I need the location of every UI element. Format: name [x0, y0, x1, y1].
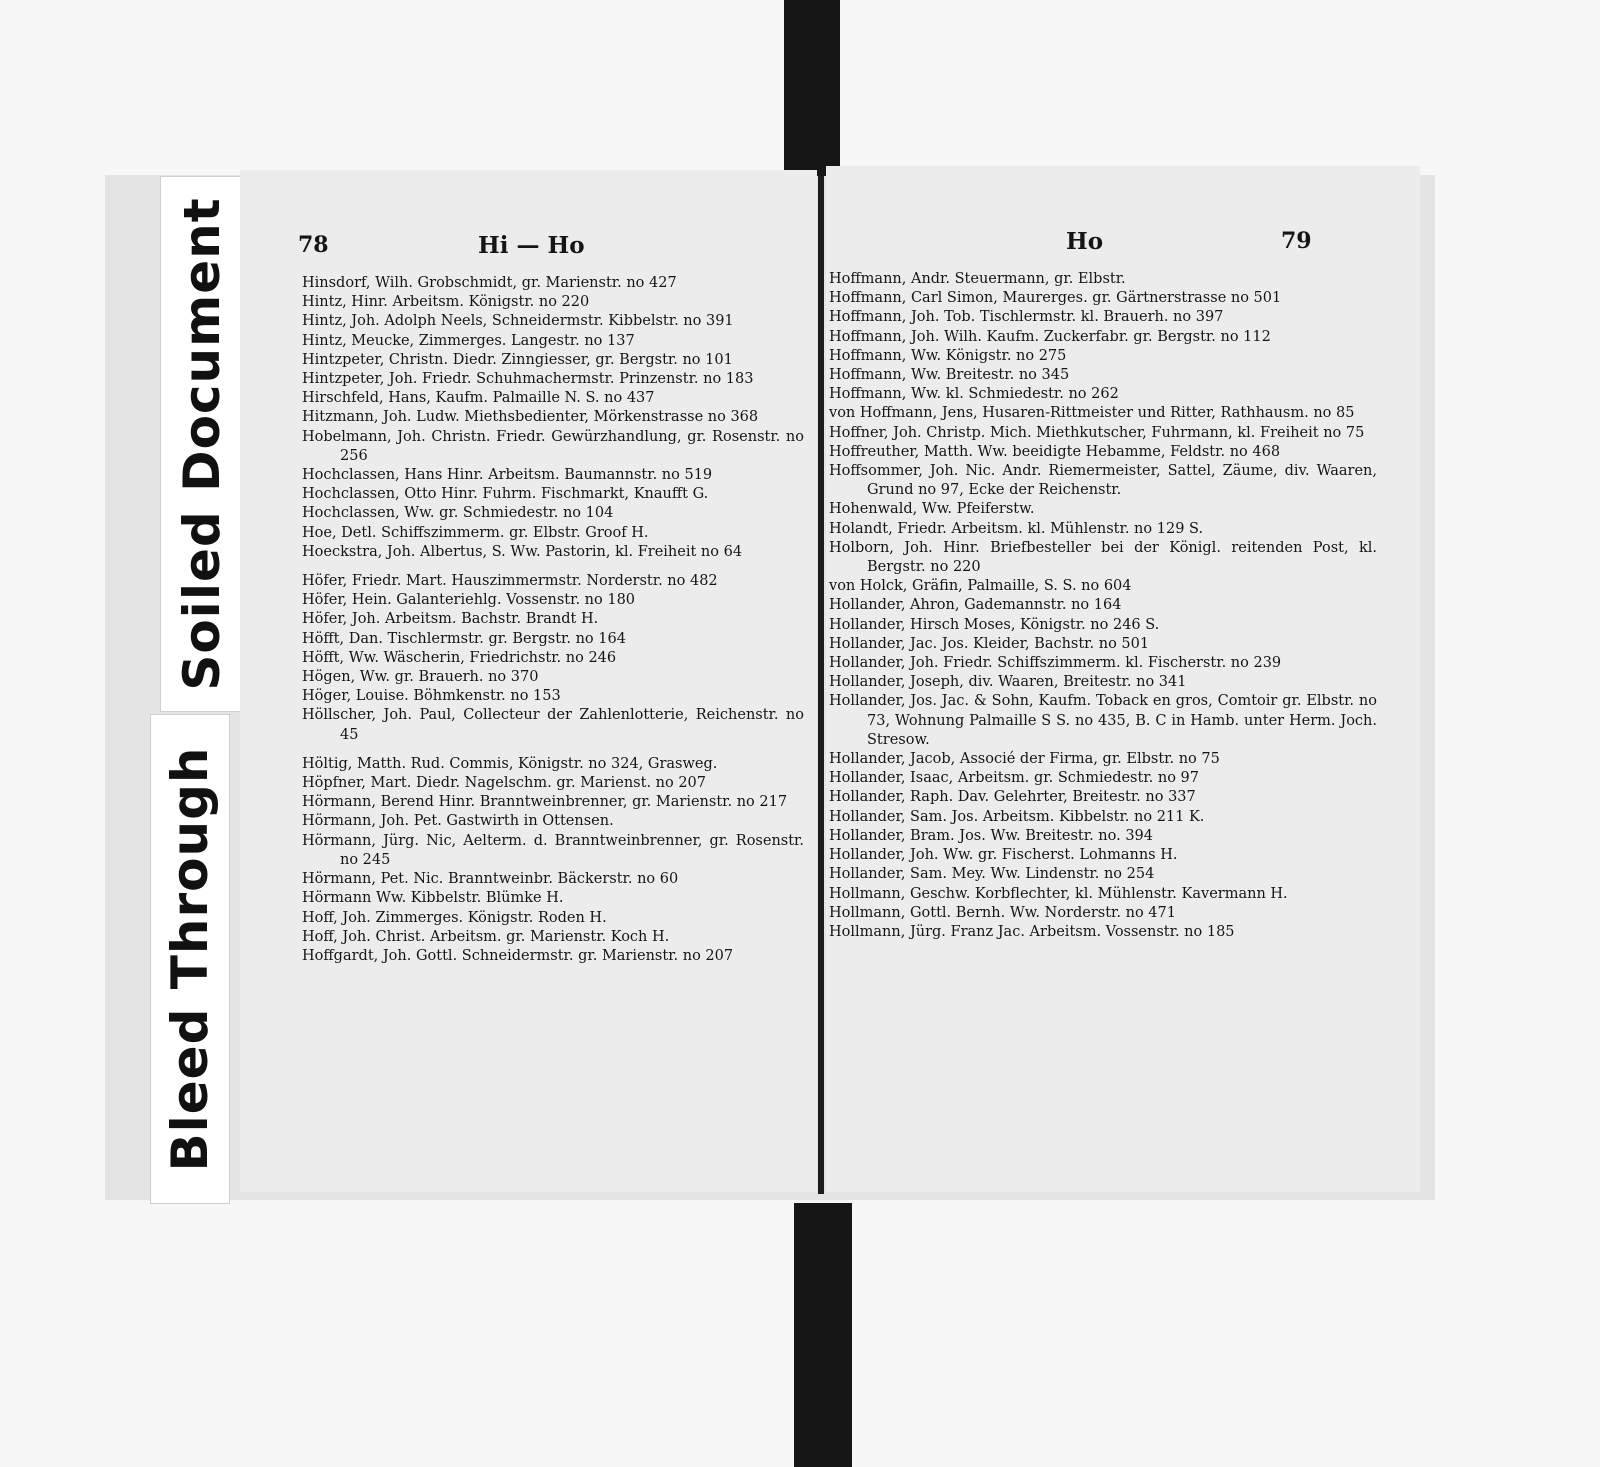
directory-entry: von Hoffmann, Jens, Husaren-Rittmeister und Ritter, Rathhausm. no 85 [829, 405, 1355, 422]
directory-entry: Hollander, Jac. Jos. Kleider, Bachstr. no 501 [829, 635, 1150, 652]
left-entry-list [302, 274, 804, 966]
directory-entry: Hintz, Joh. Adolph Neels, Schneidermstr. Kibbelstr. no 391 [302, 313, 734, 330]
directory-entry: Hintz, Hinr. Arbeitsm. Königstr. no 220 [302, 294, 590, 311]
directory-entry: Hoffsommer, Joh. Nic. Andr. Riemermeister, Sattel, Zäume, div. Waaren, Grund no 97, Ecke der Reichenstr. [829, 463, 1377, 499]
soiled-document-label [160, 176, 244, 712]
directory-entry: Hoffmann, Carl Simon, Maurerges. gr. Gärtnerstrasse no 501 [829, 290, 1282, 307]
directory-entry: Hinsdorf, Wilh. Grobschmidt, gr. Marienstr. no 427 [302, 275, 677, 291]
directory-entry: Hoffmann, Ww. kl. Schmiedestr. no 262 [829, 386, 1119, 403]
directory-entry: Hochclassen, Ww. gr. Schmiedestr. no 104 [302, 505, 614, 522]
directory-entry: Hollander, Isaac, Arbeitsm. gr. Schmiedestr. no 97 [829, 770, 1200, 787]
directory-entry: Hörmann, Joh. Pet. Gastwirth in Ottensen. [302, 813, 614, 830]
directory-entry: Hörmann, Jürg. Nic, Aelterm. d. Branntweinbrenner, gr. Rosenstr. no 245 [302, 832, 804, 868]
directory-entry: Hollander, Ahron, Gademannstr. no 164 [829, 597, 1122, 614]
directory-entry: Hollander, Raph. Dav. Gelehrter, Breitestr. no 337 [829, 789, 1196, 806]
directory-entry: Hörmann, Berend Hinr. Branntweinbrenner, gr. Marienstr. no 217 [302, 794, 788, 811]
directory-entry: Höltig, Matth. Rud. Commis, Königstr. no 324, Grasweg. [302, 755, 718, 772]
page-gutter [818, 176, 824, 1194]
directory-entry: Holandt, Friedr. Arbeitsm. kl. Mühlenstr. no 129 S. [829, 520, 1204, 537]
directory-entry: Hohenwald, Ww. Pfeiferstw. [829, 501, 1035, 518]
left-page [240, 170, 817, 1192]
directory-entry: Hochclassen, Otto Hinr. Fuhrm. Fischmarkt, Knaufft G. [302, 486, 709, 503]
right-page [826, 166, 1420, 1192]
directory-entry: Hoffmann, Andr. Steuermann, gr. Elbstr. [829, 271, 1126, 287]
soiled-document-text: Soiled Document [173, 197, 231, 691]
directory-entry: Höfft, Ww. Wäscherin, Friedrichstr. no 246 [302, 649, 617, 666]
directory-entry: Hörmann, Pet. Nic. Branntweinbr. Bäckerstr. no 60 [302, 871, 679, 888]
bleed-through-text: Bleed Through [161, 746, 219, 1172]
directory-entry: Hollander, Sam. Jos. Arbeitsm. Kibbelstr. no 211 K. [829, 808, 1205, 825]
directory-entry: Hirschfeld, Hans, Kaufm. Palmaille N. S. no 437 [302, 390, 655, 407]
left-page-number: 78 [298, 232, 329, 258]
directory-entry: Hoffmann, Ww. Breitestr. no 345 [829, 367, 1070, 384]
directory-entry: Hobelmann, Joh. Christn. Friedr. Gewürzhandlung, gr. Rosenstr. no 256 [302, 428, 804, 464]
right-page-header: Ho [1066, 228, 1104, 255]
binding-bar-top [784, 0, 840, 176]
right-entry-list [829, 270, 1377, 942]
directory-entry: Hollander, Jacob, Associé der Firma, gr. Elbstr. no 75 [829, 751, 1220, 768]
directory-entry: Hollander, Jos. Jac. & Sohn, Kaufm. Toback en gros, Comtoir gr. Elbstr. no 73, Wohnung Palmaille S S. no 435, B. C in Hamb. unter Herm. Joch. Stresow. [829, 693, 1377, 748]
directory-entry: Hoffner, Joh. Christp. Mich. Miethkutscher, Fuhrmann, kl. Freiheit no 75 [829, 424, 1365, 441]
directory-entry: Hollmann, Jürg. Franz Jac. Arbeitsm. Vossenstr. no 185 [829, 923, 1235, 940]
directory-entry: Höfer, Hein. Galanteriehlg. Vossenstr. no 180 [302, 592, 636, 609]
directory-entry: Hollander, Sam. Mey. Ww. Lindenstr. no 254 [829, 866, 1155, 883]
directory-entry: Hollander, Bram. Jos. Ww. Breitestr. no. 394 [829, 827, 1154, 844]
directory-entry: Hörmann Ww. Kibbelstr. Blümke H. [302, 890, 564, 907]
directory-entry: Höllscher, Joh. Paul, Collecteur der Zahlenlotterie, Reichenstr. no 45 [302, 707, 804, 743]
directory-entry: Hitzmann, Joh. Ludw. Miethsbedienter, Mörkenstrasse no 368 [302, 409, 759, 426]
directory-entry: Hollander, Joh. Friedr. Schiffszimmerm. kl. Fischerstr. no 239 [829, 655, 1282, 672]
directory-entry: Hintzpeter, Joh. Friedr. Schuhmachermstr. Prinzenstr. no 183 [302, 371, 754, 388]
directory-entry: Hoe, Detl. Schiffszimmerm. gr. Elbstr. Groof H. [302, 524, 649, 541]
directory-entry: Hollmann, Geschw. Korbflechter, kl. Mühlenstr. Kavermann H. [829, 885, 1288, 902]
directory-entry: Högen, Ww. gr. Brauerh. no 370 [302, 669, 539, 686]
directory-entry: Hintzpeter, Christn. Diedr. Zinngiesser, gr. Bergstr. no 101 [302, 351, 733, 368]
directory-entry: Hoffreuther, Matth. Ww. beeidigte Hebamme, Feldstr. no 468 [829, 443, 1281, 460]
left-page-header: Hi — Ho [478, 232, 585, 259]
bleed-through-label [150, 714, 230, 1204]
directory-entry: Hollander, Joseph, div. Waaren, Breitestr. no 341 [829, 674, 1187, 691]
directory-entry: Hollmann, Gottl. Bernh. Ww. Norderstr. no 471 [829, 904, 1176, 921]
directory-entry: Höpfner, Mart. Diedr. Nagelschm. gr. Marienst. no 207 [302, 775, 707, 792]
directory-entry: Hintz, Meucke, Zimmerges. Langestr. no 137 [302, 332, 635, 349]
directory-entry: Hoffgardt, Joh. Gottl. Schneidermstr. gr. Marienstr. no 207 [302, 947, 734, 964]
directory-entry: Hoffmann, Joh. Wilh. Kaufm. Zuckerfabr. gr. Bergstr. no 112 [829, 328, 1271, 345]
directory-entry: Höger, Louise. Böhmkenstr. no 153 [302, 688, 561, 705]
directory-entry: Höfft, Dan. Tischlermstr. gr. Bergstr. no 164 [302, 630, 626, 647]
directory-entry: von Holck, Gräfin, Palmaille, S. S. no 604 [829, 578, 1132, 595]
right-page-number: 79 [1281, 228, 1312, 254]
directory-entry: Hoffmann, Joh. Tob. Tischlermstr. kl. Brauerh. no 397 [829, 309, 1224, 326]
directory-entry: Hollander, Joh. Ww. gr. Fischerst. Lohmanns H. [829, 847, 1178, 864]
directory-entry: Hochclassen, Hans Hinr. Arbeitsm. Baumannstr. no 519 [302, 467, 713, 484]
directory-entry: Hoff, Joh. Zimmerges. Königstr. Roden H. [302, 909, 607, 926]
directory-entry: Holborn, Joh. Hinr. Briefbesteller bei der Königl. reitenden Post, kl. Bergstr. no 220 [829, 539, 1377, 576]
binding-bar-bottom [794, 1203, 852, 1467]
directory-entry: Hoeckstra, Joh. Albertus, S. Ww. Pastorin, kl. Freiheit no 64 [302, 543, 743, 560]
directory-entry: Höfer, Friedr. Mart. Hauszimmermstr. Norderstr. no 482 [302, 573, 718, 590]
directory-entry: Hollander, Hirsch Moses, Königstr. no 246 S. [829, 616, 1160, 633]
directory-entry: Höfer, Joh. Arbeitsm. Bachstr. Brandt H. [302, 611, 599, 628]
directory-entry: Hoffmann, Ww. Königstr. no 275 [829, 347, 1067, 364]
directory-entry: Hoff, Joh. Christ. Arbeitsm. gr. Marienstr. Koch H. [302, 928, 670, 945]
